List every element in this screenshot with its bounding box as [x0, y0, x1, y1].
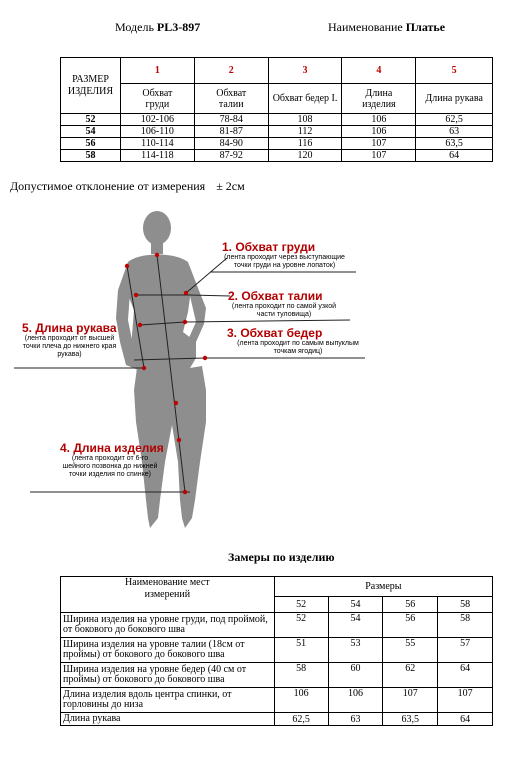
table-cell: 108 — [268, 114, 342, 126]
annotation-title: 3. Обхват бедер — [227, 326, 323, 340]
table-row — [61, 688, 493, 713]
table-row — [61, 150, 493, 162]
col-name: Обхват талии — [194, 84, 268, 114]
annotation-sleeve — [22, 321, 122, 359]
table-cell: 63 — [416, 126, 493, 138]
table-row — [61, 638, 493, 663]
row-label: Длина рукава — [61, 713, 275, 726]
size-col: 52 — [274, 597, 328, 613]
table-cell: 60 — [328, 663, 383, 688]
annotation-subtitle: (лента проходит по самой узкой части туловища) — [231, 303, 337, 318]
table-cell: 62,5 — [416, 114, 493, 126]
row-size: 56 — [61, 138, 121, 150]
deviation-value: ± 2см — [216, 179, 245, 193]
annotation-subtitle: (лента проходит от 6-го шейного позвонка до нижней точки изделия по спинке) — [62, 455, 158, 478]
model-label: Модель — [115, 20, 154, 34]
row-label: Ширина изделия на уровне бедер (40 см от проймы) от бокового до бокового шва — [61, 663, 275, 688]
table-cell: 102-106 — [120, 114, 194, 126]
annotation-waist — [228, 289, 348, 319]
col-name: Обхват бедер I. — [268, 84, 342, 114]
table-cell: 64 — [416, 150, 493, 162]
size-header: РАЗМЕР ИЗДЕЛИЯ — [61, 58, 121, 114]
table-cell: 116 — [268, 138, 342, 150]
row-label: Ширина изделия на уровне талии (18см от проймы) от бокового до бокового шва — [61, 638, 275, 663]
table-cell: 84-90 — [194, 138, 268, 150]
size-col: 54 — [328, 597, 383, 613]
section-title: Замеры по изделию — [228, 550, 335, 564]
table-cell: 106 — [328, 688, 383, 713]
table-cell: 58 — [274, 663, 328, 688]
col-number: 4 — [342, 58, 416, 84]
product-measures-table — [60, 576, 493, 726]
col-number: 5 — [416, 58, 493, 84]
table-row — [61, 613, 493, 638]
table-cell: 114-118 — [120, 150, 194, 162]
annotation-hips — [227, 326, 377, 356]
table-row — [61, 138, 493, 150]
table-row — [61, 126, 493, 138]
col-name: Длина рукава — [416, 84, 493, 114]
name-header: Наименование мест измерений — [61, 577, 275, 613]
body-silhouette — [116, 211, 206, 528]
annotation-subtitle: (лента проходит от высшей точки плеча до нижнего края рукава) — [22, 335, 117, 358]
table-cell: 106-110 — [120, 126, 194, 138]
name-label: Наименование — [328, 20, 403, 34]
table-cell: 107 — [342, 150, 416, 162]
table-cell: 51 — [274, 638, 328, 663]
table-cell: 120 — [268, 150, 342, 162]
size-col: 56 — [383, 597, 438, 613]
annotation-title: 2. Обхват талии — [228, 289, 323, 303]
row-size: 52 — [61, 114, 121, 126]
col-name: Длина изделия — [342, 84, 416, 114]
table-row — [61, 713, 493, 726]
table-cell: 56 — [383, 613, 438, 638]
table-cell: 107 — [342, 138, 416, 150]
row-size: 58 — [61, 150, 121, 162]
table-cell: 106 — [342, 114, 416, 126]
table-cell: 107 — [438, 688, 493, 713]
deviation-line — [10, 179, 245, 194]
size-table — [60, 57, 493, 162]
table-cell: 63,5 — [383, 713, 438, 726]
col-number: 3 — [268, 58, 342, 84]
model-value: PL3-897 — [156, 20, 201, 34]
table-cell: 62,5 — [274, 713, 328, 726]
table-cell: 110-114 — [120, 138, 194, 150]
table-cell: 55 — [383, 638, 438, 663]
table-cell: 106 — [274, 688, 328, 713]
name-line — [328, 20, 445, 35]
table-cell: 112 — [268, 126, 342, 138]
table-cell: 57 — [438, 638, 493, 663]
table-cell: 64 — [438, 663, 493, 688]
col-number: 1 — [120, 58, 194, 84]
table-cell: 53 — [328, 638, 383, 663]
annotation-chest — [222, 240, 372, 270]
col-number: 2 — [194, 58, 268, 84]
annotation-length — [60, 441, 172, 479]
table-cell: 63 — [328, 713, 383, 726]
table-cell: 54 — [328, 613, 383, 638]
deviation-text: Допустимое отклонение от измерения — [10, 179, 206, 193]
name-value: Платье — [405, 20, 446, 34]
table-row — [61, 114, 493, 126]
row-label: Ширина изделия на уровне груди, под проймой, от бокового до бокового шва — [61, 613, 275, 638]
table-cell: 81-87 — [194, 126, 268, 138]
size-col: 58 — [438, 597, 493, 613]
row-size: 54 — [61, 126, 121, 138]
table-cell: 62 — [383, 663, 438, 688]
table-cell: 63,5 — [416, 138, 493, 150]
table-cell: 106 — [342, 126, 416, 138]
annotation-title: 5. Длина рукава — [22, 321, 117, 335]
table-cell: 52 — [274, 613, 328, 638]
table-cell: 87-92 — [194, 150, 268, 162]
table-cell: 78-84 — [194, 114, 268, 126]
table-cell: 107 — [383, 688, 438, 713]
table-row — [61, 663, 493, 688]
model-line — [115, 20, 200, 35]
col-name: Обхват груди — [120, 84, 194, 114]
annotation-title: 4. Длина изделия — [60, 441, 164, 455]
annotation-subtitle: (лента проходит по самым выпуклым точкам ягодиц) — [237, 340, 359, 355]
annotation-title: 1. Обхват груди — [222, 240, 316, 254]
table-cell: 58 — [438, 613, 493, 638]
table-cell: 64 — [438, 713, 493, 726]
annotation-subtitle: (лента проходит через выступающие точки груди на уровне лопаток) — [224, 254, 345, 269]
sizes-header: Размеры — [274, 577, 492, 597]
row-label: Длина изделия вдоль центра спинки, от горловины до низа — [61, 688, 275, 713]
